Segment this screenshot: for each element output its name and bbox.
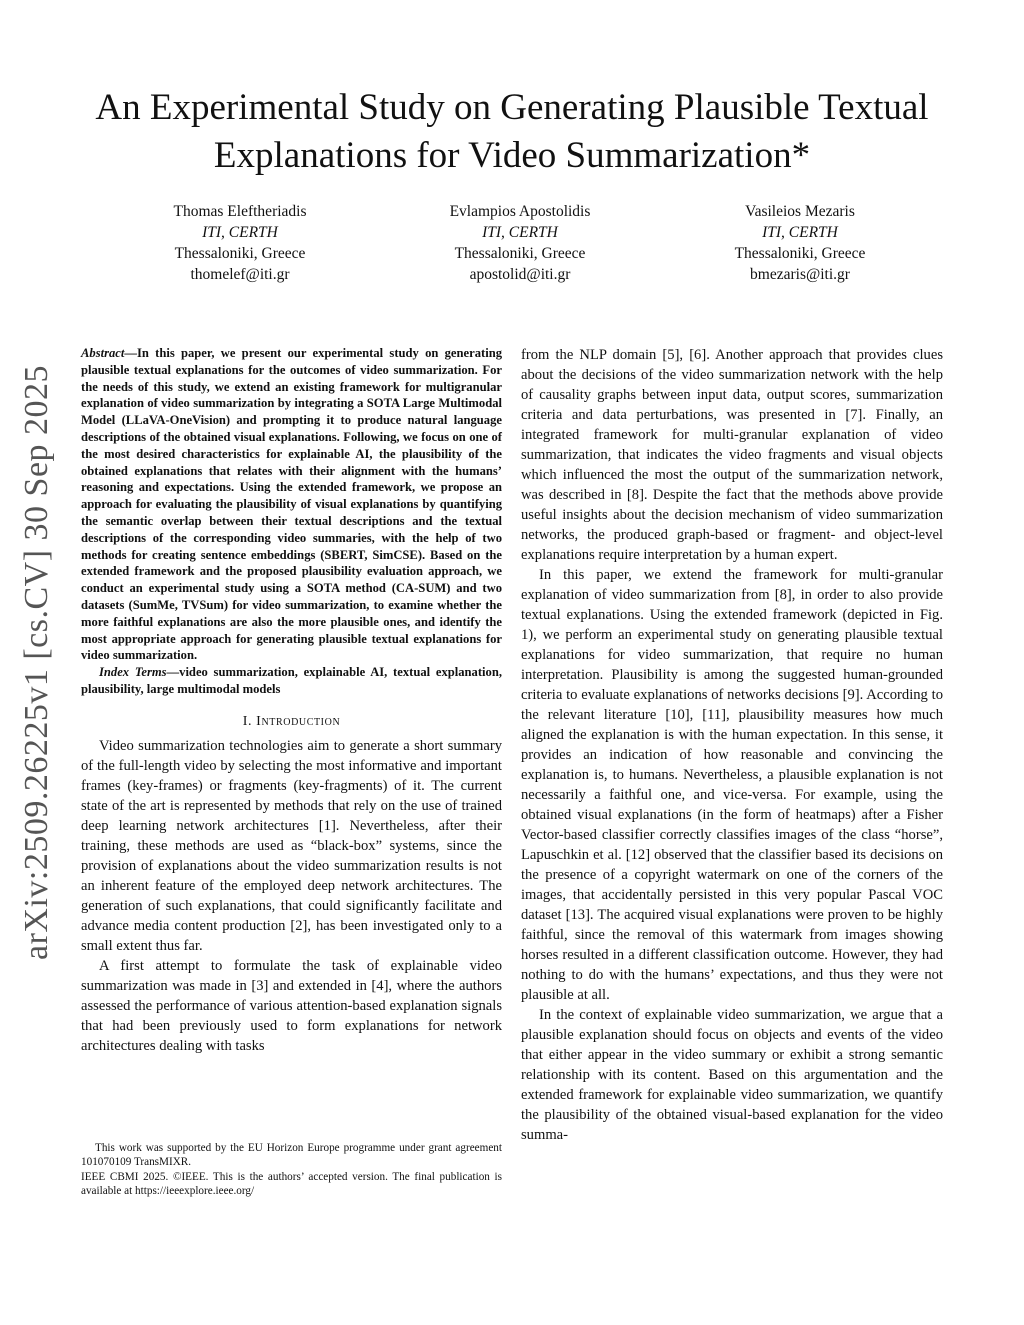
abstract-label: Abstract bbox=[81, 346, 125, 360]
abstract bbox=[81, 345, 502, 664]
arxiv-identifier: arXiv:2509.26225v1 [cs.CV] 30 Sep 2025 bbox=[18, 364, 55, 960]
author-3 bbox=[670, 201, 930, 285]
index-terms-text: —video summarization, explainable AI, textual explanation, plausibility, large multimodal models bbox=[81, 665, 502, 696]
author-affiliation: ITI, CERTH bbox=[202, 224, 278, 241]
right-column bbox=[521, 345, 943, 1145]
author-1 bbox=[110, 201, 370, 285]
author-location: Thessaloniki, Greece bbox=[734, 245, 866, 262]
body-paragraph: Video summarization technologies aim to generate a short summary of the full-length video by selecting the most informative and important frames (key-frames) or fragments (key-fragments) of it. The current state of the art is represented by methods that rely on the use of trained deep learning network architectures [1]. Nevertheless, after their training, these methods are used as “black-box” systems, since the provision of explanations about the video summarization results is not an inherent feature of the employed deep network architectures. The generation of such explanations, that could significantly facilitate and advance media content production [2], has been investigated only to a small extent thus far. bbox=[81, 737, 502, 954]
author-name: Vasileios Mezaris bbox=[745, 203, 855, 220]
author-location: Thessaloniki, Greece bbox=[454, 245, 586, 262]
author-location: Thessaloniki, Greece bbox=[174, 245, 306, 262]
left-column bbox=[81, 345, 502, 1056]
author-email: apostolid@iti.gr bbox=[469, 266, 571, 283]
body-paragraph: In this paper, we extend the framework for multi-granular explanation of video summarization from [8], in order to also provide textual explanations. Using the extended framework (depicted in Fig. 1), we perform an experimental study on generating plausible textual explanations for video summarization, that require no human interpretation. Plausibility is among the suggested human-grounded criteria to evaluate explanations of networks decisions [9]. According to the relevant literature [10], [11], plausibility measures how much aligned the explanation is with the human expectation. In this sense, it provides an indication of how reasonable and convincing the explanation is, to humans. Nevertheless, a plausible explanation is not necessarily a faithful one, and vice-versa. For example, using the obtained visual explanations (in the form of heatmaps) after a Fisher Vector-based classifier correctly classifies images of the class “horse”, Lapuschkin et al. [12] observed that the classifier based its decisions on the presence of a copyright watermark on one of the corners of the images, that accidentally persisted in this very popular Pascal VOC dataset [13]. The acquired visual explanations were proven to be highly faithful, since the removal of this watermark from images showing horses resulted in a different classification outcome. However, they had nothing to do with the humans’ expectations, and thus they were not plausible at all. bbox=[521, 567, 943, 1003]
body-paragraph: A first attempt to formulate the task of explainable video summarization was made in [3] and extended in [4], where the authors assessed the performance of various attention-based explanation signals that had been previously used to form explanations for network architectures dealing with tasks bbox=[81, 957, 502, 1054]
author-affiliation: ITI, CERTH bbox=[762, 224, 838, 241]
body-paragraph: from the NLP domain [5], [6]. Another approach that provides clues about the decisions of the video summarization network with the help of causality graphs between input data, output scores, summarization criteria and data perturbations, was presented in [7]. Finally, an integrated framework for multi-granular explanation of video summarization, that indicates the video fragments and visual objects which influenced the most the output of the summarization network, was described in [8]. Despite the fact that the methods above provide useful insights about the decision mechanism of video summarization networks, the produced graph-based or fragment- and object-level explanations require interpretation by a human expert. bbox=[521, 347, 943, 563]
footnote-copyright: IEEE CBMI 2025. ©IEEE. This is the authors’ accepted version. The final publication is available at https://ieeexplore.ieee.org/ bbox=[81, 1170, 502, 1198]
author-email: thomelef@iti.gr bbox=[190, 266, 290, 283]
author-affiliation: ITI, CERTH bbox=[482, 224, 558, 241]
author-block bbox=[110, 201, 930, 285]
author-email: bmezaris@iti.gr bbox=[750, 266, 850, 283]
abstract-text: —In this paper, we present our experimental study on generating plausible textual explanations for the outcomes of video summarization. For the needs of this study, we extend an existing framework for multigranular explanation of video summarization by integrating a SOTA Large Multimodal Model (LLaVA-OneVision) and prompting it to produce natural language descriptions of the obtained visual explanations. Following, we focus on one of the most desired characteristics for explainable AI, the plausibility of the obtained explanations that relates with their alignment with the humans’ reasoning and expectations. Using the extended framework, we propose an approach for evaluating the plausibility of visual explanations by quantifying the semantic overlap between their textual descriptions and the textual descriptions of the corresponding video summaries, with the help of two methods for creating sentence embeddings (SBERT, SimCSE). Based on the extended framework and the proposed plausibility evaluation approach, we conduct an experimental study using a SOTA method (CA-SUM) and two datasets (SumMe, TVSum) for video summarization, to examine whether the more faithful explanations are also the more plausible ones, and identify the most appropriate approach for generating plausible textual explanations for video summarization. bbox=[81, 346, 502, 663]
footnotes bbox=[81, 1141, 502, 1199]
author-name: Thomas Eleftheriadis bbox=[173, 203, 307, 220]
paper-title: An Experimental Study on Generating Plausible Textual Explanations for Video Summarization* bbox=[95, 87, 929, 176]
section-heading-introduction: I. Introduction bbox=[242, 713, 341, 729]
author-2 bbox=[390, 201, 650, 285]
body-paragraph: In the context of explainable video summarization, we argue that a plausible explanation should focus on objects and events of the video that either appear in the video summary or exhibit a strong semantic relationship with its content. Based on this argumentation and the extended framework for explainable video summarization, we quantify the plausibility of the obtained visual-based explanation for the video summa- bbox=[521, 1007, 943, 1143]
author-name: Evlampios Apostolidis bbox=[449, 203, 591, 220]
index-terms-label: Index Terms bbox=[99, 665, 167, 680]
index-terms bbox=[81, 664, 502, 698]
footnote-funding: This work was supported by the EU Horizon Europe programme under grant agreement 101070109 TransMIXR. bbox=[81, 1142, 502, 1169]
